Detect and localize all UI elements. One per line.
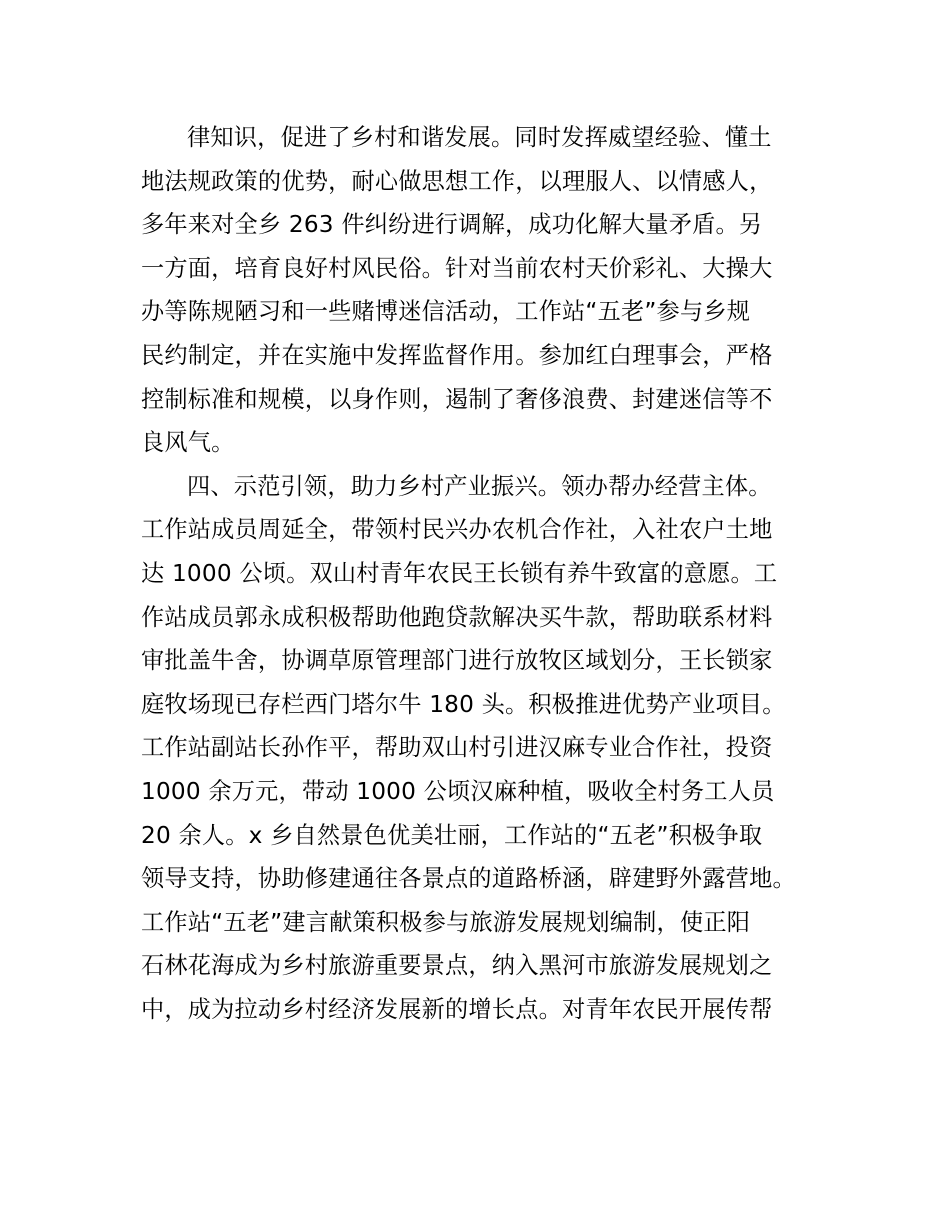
text-line: 达 1000 公顷。双山村青年农民王长锁有养牛致富的意愿。工 — [141, 559, 778, 587]
paragraph-rural-harmony — [141, 116, 831, 465]
text-line: 庭牧场现已存栏西门塔尔牛 180 头。积极推进优势产业项目。 — [141, 690, 786, 718]
text-line: 律知识，促进了乡村和谐发展。同时发挥威望经验、懂土 — [187, 124, 772, 151]
text-line: 1000 余万元，带动 1000 公顷汉麻种植，吸收全村务工人员 — [141, 777, 775, 805]
text-line: 石林花海成为乡村旅游重要景点，纳入黑河市旅游发展规划之 — [141, 952, 773, 980]
text-line: 地法规政策的优势，耐心做思想工作，以理服人、以情感人， — [141, 167, 773, 195]
text-line: 工作站“五老”建言献策积极参与旅游发展规划编制，使正阳 — [141, 908, 751, 936]
text-line: 良风气。 — [141, 429, 235, 457]
text-line: 作站成员郭永成积极帮助他跑贷款解决买牛款，帮助联系材料 — [141, 603, 773, 631]
text-line: 领导支持，协助修建通往各景点的道路桥涵，辟建野外露营地。 — [141, 865, 796, 893]
text-line: 20 余人。x 乡自然景色优美壮丽，工作站的“五老”积极争取 — [141, 821, 763, 849]
text-line: 办等陈规陋习和一些赌博迷信活动，工作站“五老”参与乡规 — [141, 298, 751, 326]
document-body — [141, 116, 831, 1031]
text-line: 多年来对全乡 263 件纠纷进行调解，成功化解大量矛盾。另 — [141, 211, 763, 239]
text-line: 民约制定，并在实施中发挥监督作用。参加红白理事会，严格 — [141, 341, 773, 369]
text-line: 四、示范引领，助力乡村产业振兴。领办帮办经营主体。 — [187, 472, 772, 500]
text-line: 中，成为拉动乡村经济发展新的增长点。对青年农民开展传帮 — [141, 995, 773, 1023]
paragraph-industry-revitalization — [141, 465, 831, 1032]
text-line: 控制标准和规模，以身作则，遏制了奢侈浪费、封建迷信等不 — [141, 385, 773, 413]
text-line: 一方面，培育良好村风民俗。针对当前农村天价彩礼、大操大 — [141, 254, 773, 282]
text-line: 工作站副站长孙作平，帮助双山村引进汉麻专业合作社，投资 — [141, 734, 773, 762]
text-line: 工作站成员周延全，带领村民兴办农机合作社，入社农户土地 — [141, 516, 773, 544]
text-line: 审批盖牛舍，协调草原管理部门进行放牧区域划分，王长锁家 — [141, 647, 773, 675]
